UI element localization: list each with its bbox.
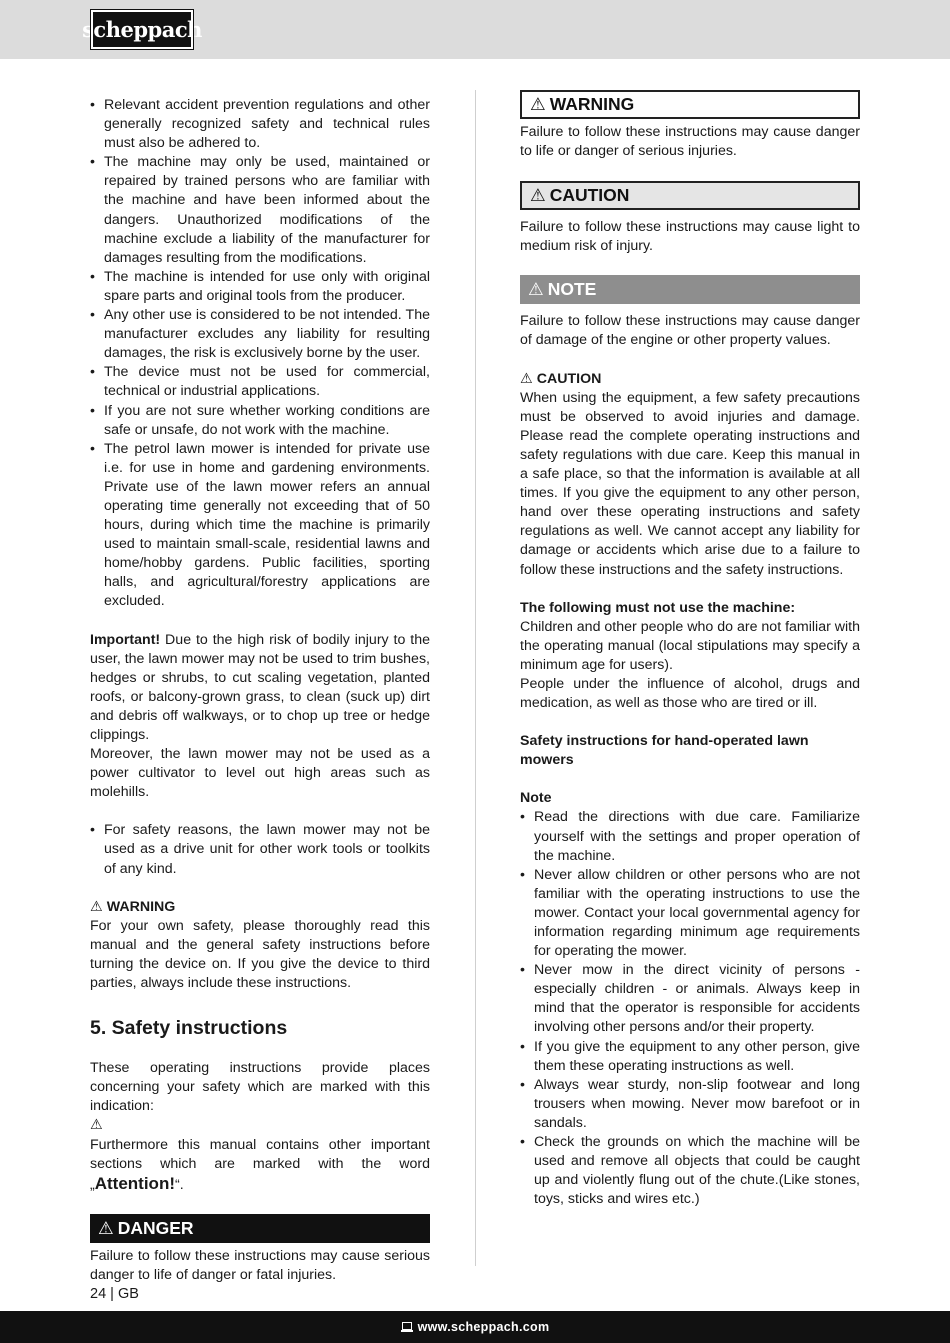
list-item: • Relevant accident prevention regulations and other generally recognized safety and technical rules must also be adhered to. <box>90 96 430 153</box>
warning-triangle-icon: ⚠ <box>530 185 546 206</box>
warning-triangle-icon: ⚠ <box>530 93 546 114</box>
computer-icon <box>401 1322 413 1332</box>
furthermore-text: Furthermore this manual contains other important sections which are marked with the word „ <box>90 1136 430 1193</box>
danger-text: Failure to follow these instructions may cause serious danger to life of danger or fatal injuries. <box>90 1247 430 1283</box>
caution-box-text: Failure to follow these instructions may cause light to medium risk of injury. <box>520 219 860 255</box>
list-item: • If you give the equipment to any other person, give them these operating instructions as well. <box>520 1038 860 1076</box>
bullet-list-safety <box>90 821 430 878</box>
important-paragraph <box>90 631 430 746</box>
list-item: • Check the grounds on which the machine will be used and remove all objects that could be caught up and violently flung out of the chute.(Like stones, toys, sticks and wires etc.) <box>520 1133 860 1209</box>
important-text: Due to the high risk of bodily injury to the user, the lawn mower may not be used to trim bushes, hedges or shrubs, to cut scaling vegetation, planted roofs, or balcony-grown grass, to clean (suck up) dirt and debris off walkways, or to chop up tree or hedge clippings. <box>90 631 430 743</box>
list-item: • Read the directions with due care. Familiarize yourself with the settings and proper operation of the machine. <box>520 808 860 865</box>
intro-paragraph: These operating instructions provide places concerning your safety which are marked with this indication: <box>90 1060 430 1115</box>
list-item: • Always wear sturdy, non-slip footwear and long trousers when mowing. Never mow barefoot or in sandals. <box>520 1076 860 1133</box>
important-label: Important! <box>90 631 161 648</box>
list-item: • Never allow children or other persons who are not familiar with the operating instructions to use the mower. Contact your local governmental agency for information regarding minimum age requirements for operating the mower. <box>520 866 860 961</box>
warning-label: WARNING <box>106 898 176 915</box>
warning-triangle-icon: ⚠ <box>90 1117 103 1134</box>
list-item: • Never mow in the direct vicinity of persons - especially children - or animals. Always keep in mind that the operator is responsible for accidents involving other persons and/or their property. <box>520 961 860 1037</box>
list-item: • The machine may only be used, maintained or repaired by trained persons who are familiar with the machine and have been informed about the dangers. Unauthorized modifications of the machine exclude a liability of the manufacturer for damages resulting from the modifications. <box>90 153 430 268</box>
must-not-text: Children and other people who do are not familiar with the operating manual (local stipulations may specify a minimum age for users). <box>520 618 860 673</box>
column-divider <box>475 90 476 1266</box>
page-number: 24 | GB <box>90 1286 139 1302</box>
note-box <box>520 275 860 304</box>
danger-box <box>90 1214 430 1243</box>
left-column <box>90 96 430 1285</box>
note-box-label: NOTE <box>547 279 597 300</box>
moreover-paragraph: Moreover, the lawn mower may not be used as a power cultivator to level out high areas such as molehills. <box>90 746 430 801</box>
hand-operated-heading: Safety instructions for hand-operated lawn mowers <box>520 733 809 769</box>
header-bar <box>0 0 950 59</box>
attention-word: Attention! <box>94 1173 175 1193</box>
caution-text: When using the equipment, a few safety precautions must be observed to avoid injuries and damage. Please read the complete operating instructions and safety regulations with due care. Keep this manual in a safe place, so that the information is available at all times. If you give the equipment to any other person, hand over these operating instructions and safety regulations as well. We cannot accept any liability for damage or accidents which arise due to a failure to follow these instructions and the safety instructions. <box>520 389 860 578</box>
list-item: • The petrol lawn mower is intended for private use i.e. for use in home and gardening environments. Private use of the lawn mower refers an annual operating time generally not exceeding that of 50 hours, during which time the machine is primarily used to maintain small-scale, residential lawns and home/hobby gardens. Public facilities, sporting halls, and agricultural/forestry applications are excluded. <box>90 440 430 612</box>
warning-triangle-icon: ⚠ <box>520 370 533 387</box>
warning-box-label: WARNING <box>549 93 635 114</box>
warning-triangle-icon: ⚠ <box>98 1217 114 1238</box>
warning-triangle-icon: ⚠ <box>528 279 544 300</box>
warning-box-text: Failure to follow these instructions may cause danger to life or danger of serious injuries. <box>520 124 860 160</box>
caution-box-label: CAUTION <box>549 185 630 206</box>
caution-heading <box>520 370 860 389</box>
list-item: • If you are not sure whether working conditions are safe or unsafe, do not work with the machine. <box>90 402 430 440</box>
warning-heading <box>90 898 430 917</box>
danger-label: DANGER <box>117 1217 194 1238</box>
furthermore-end: “. <box>175 1176 184 1193</box>
list-item: • For safety reasons, the lawn mower may not be used as a drive unit for other work tools or toolkits of any kind. <box>90 821 430 878</box>
bullet-list-usage <box>90 96 430 612</box>
section-title: 5. Safety instructions <box>90 1017 288 1040</box>
note-heading: Note <box>520 790 552 807</box>
furthermore-paragraph <box>90 1136 430 1195</box>
list-item: • The machine is intended for use only with original spare parts and original tools from the producer. <box>90 268 430 306</box>
footer-bar <box>0 1311 950 1343</box>
bullet-list-note <box>520 808 860 1209</box>
list-item: • The device must not be used for commercial, technical or industrial applications. <box>90 363 430 401</box>
caution-label: CAUTION <box>536 370 602 387</box>
right-column <box>520 90 860 1209</box>
brand-logo: scheppach <box>91 10 193 49</box>
intro-symbol <box>90 1116 430 1135</box>
warning-text: For your own safety, please thoroughly read this manual and the general safety instructions before turning the device on. If you give the device to third parties, always include these instructions. <box>90 917 430 992</box>
warning-box <box>520 90 860 119</box>
must-not-heading: The following must not use the machine: <box>520 599 796 616</box>
warning-triangle-icon: ⚠ <box>90 898 103 915</box>
must-not-text: People under the influence of alcohol, drugs and medication, as well as those who are tired or ill. <box>520 675 860 712</box>
list-item: • Any other use is considered to be not intended. The manufacturer excludes any liability for resulting damages, the risk is exclusively borne by the user. <box>90 306 430 363</box>
website-link[interactable]: www.scheppach.com <box>417 1320 550 1334</box>
note-box-text: Failure to follow these instructions may cause danger of damage of the engine or other property values. <box>520 313 860 349</box>
caution-box <box>520 181 860 210</box>
